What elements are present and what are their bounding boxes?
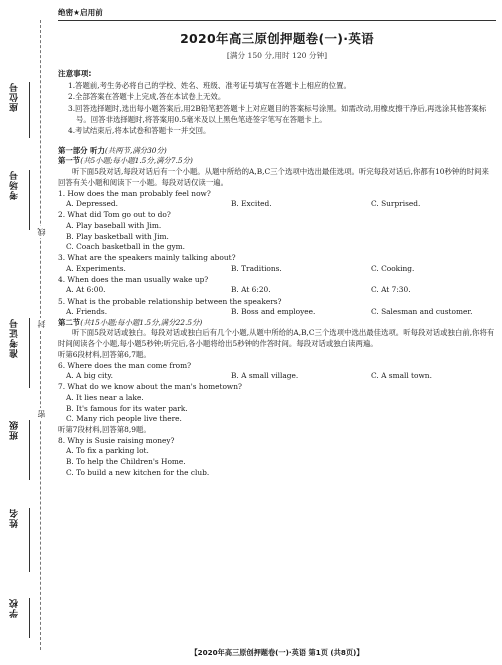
secret-label: 绝密★启用前 [58, 8, 103, 17]
option-a: A. To fix a parking lot. [66, 446, 149, 456]
seat-number-label: 座位号 [10, 82, 20, 112]
class-field [8, 420, 28, 500]
ticket-number-label: 准考证号 [10, 318, 20, 358]
section1-instruction: 听下面5段对话,每段对话后有一个小题。从题中所给的A,B,C三个选项中选出最佳选项。听完每段对话后,你都有10秒钟的时间来回答有关小题和阅读下一小题。每段对话仅读一遍。 [58, 166, 489, 187]
option-a: A. Depressed. [66, 199, 119, 209]
option-b: B. Traditions. [231, 263, 282, 273]
note-item: 2.全部答案在答题卡上完成,答在本试卷上无效。 [68, 92, 226, 102]
question-4-options [58, 285, 496, 296]
option-c: C. Cooking. [371, 263, 415, 273]
option-a: A. Play baseball with Jim. [66, 220, 162, 230]
option-c: C. Salesman and customer. [371, 307, 473, 317]
question-5: 5. What is the probable relationship between the speakers? [58, 296, 282, 306]
section1-title: 第一节 [58, 156, 81, 166]
section2-heading [58, 318, 496, 329]
exam-room-field [8, 170, 28, 260]
notes-heading: 注意事项: [58, 69, 92, 79]
note-item: 1.答题前,考生务必将自己的学校、姓名、班级、准考证号填写在答题卡上相应的位置。 [68, 80, 351, 90]
listen-6-instruction: 听第6段材料,回答第6,7题。 [58, 349, 151, 359]
class-label: 班级 [10, 420, 20, 440]
section2-instruction: 听下面5段对话或独白。每段对话或独白后有几个小题,从题中所给的A,B,C三个选项中选出最佳选项。听每段对话或独白前,你将有时间阅读各个小题,每小题5秒钟;听完后,各小题将给出5秒钟的作答时间。每段对话或独白读两遍。 [58, 328, 495, 348]
part1-rule: (共两节,满分30分) [104, 145, 167, 155]
question-6-options [58, 371, 496, 382]
option-b: B. A small village. [231, 371, 299, 381]
question-7: 7. What do we know about the man's hometown? [58, 382, 242, 392]
school-field [8, 598, 28, 653]
option-c: C. At 7:30. [371, 285, 411, 295]
seat-number-field [8, 82, 28, 152]
question-1: 1. How does the man probably feel now? [58, 188, 211, 198]
header-rule [58, 20, 496, 21]
part1-title: 第一部分 听力 [58, 145, 105, 155]
option-b: B. At 6:20. [231, 285, 271, 295]
question-6: 6. Where does the man come from? [58, 360, 192, 370]
name-blank [29, 508, 30, 572]
cut-word-seal: 封 [37, 320, 46, 328]
binding-margin [0, 0, 56, 665]
question-3-options [58, 264, 496, 275]
question-5-options [58, 307, 496, 318]
section1-heading [58, 156, 496, 167]
cut-word-secret: 密 [37, 410, 46, 418]
exam-page [58, 8, 496, 478]
cut-line [40, 20, 41, 650]
option-a: A. It lies near a lake. [66, 392, 144, 402]
name-label: 姓名 [10, 508, 20, 528]
question-1-options [58, 199, 496, 210]
question-3: 3. What are the speakers mainly talking about? [58, 253, 236, 263]
note-item: 3.回答选择题时,选出每小题答案后,用2B铅笔把答题卡上对应题目的答案标号涂黑。如需改动,用橡皮擦干净后,再选涂其他答案标号。回答非选择题时,将答案用0.5毫米及以上黑色笔迹签字笔写在答题卡上。 [68, 103, 487, 124]
option-b: B. It's famous for its water park. [66, 403, 188, 413]
question-4: 4. When does the man usually wake up? [58, 274, 209, 284]
option-c: C. Coach basketball in the gym. [66, 242, 186, 252]
cut-word-line: 线 [37, 228, 46, 236]
school-blank [29, 598, 30, 638]
class-blank [29, 420, 30, 480]
option-b: B. Excited. [231, 199, 272, 209]
note-item: 4.考试结束后,将本试卷和答题卡一并交回。 [68, 126, 211, 136]
part1-heading [58, 146, 496, 157]
school-label: 学校 [10, 598, 20, 618]
exam-room-label: 考场号 [10, 170, 20, 200]
exam-title: 2020年高三原创押题卷(一)·英语 [180, 31, 374, 46]
exam-room-blank [29, 170, 30, 230]
section2-rule: (共15小题;每小题1.5分,满分22.5分) [80, 317, 203, 327]
option-a: A. Experiments. [66, 263, 126, 273]
ticket-number-blank [29, 318, 30, 388]
option-c: C. Surprised. [371, 199, 421, 209]
listen-7-instruction: 听第7段材料,回答第8,9题。 [58, 424, 151, 434]
option-a: A. At 6:00. [66, 285, 106, 295]
exam-subtitle: [满分 150 分,用时 120 分钟] [226, 50, 328, 60]
option-a: A. A big city. [66, 371, 113, 381]
section2-title: 第二节 [58, 317, 81, 327]
option-b: B. To help the Children's Home. [66, 456, 186, 466]
ticket-number-field [8, 318, 28, 408]
name-field [8, 508, 28, 588]
option-a: A. Friends. [66, 307, 108, 317]
question-2: 2. What did Tom go out to do? [58, 210, 171, 220]
option-c: C. To build a new kitchen for the club. [66, 467, 210, 477]
option-c: C. Many rich people live there. [66, 414, 182, 424]
option-b: B. Boss and employee. [231, 307, 316, 317]
question-8: 8. Why is Susie raising money? [58, 435, 175, 445]
option-b: B. Play basketball with Jim. [66, 231, 169, 241]
seat-number-blank [29, 82, 30, 138]
option-c: C. A small town. [371, 371, 432, 381]
page-footer: 【2020年高三原创押题卷(一)·英语 第1页 (共8页)】 [190, 648, 364, 657]
section1-rule: (共5小题;每小题1.5分,满分7.5分) [80, 156, 193, 166]
